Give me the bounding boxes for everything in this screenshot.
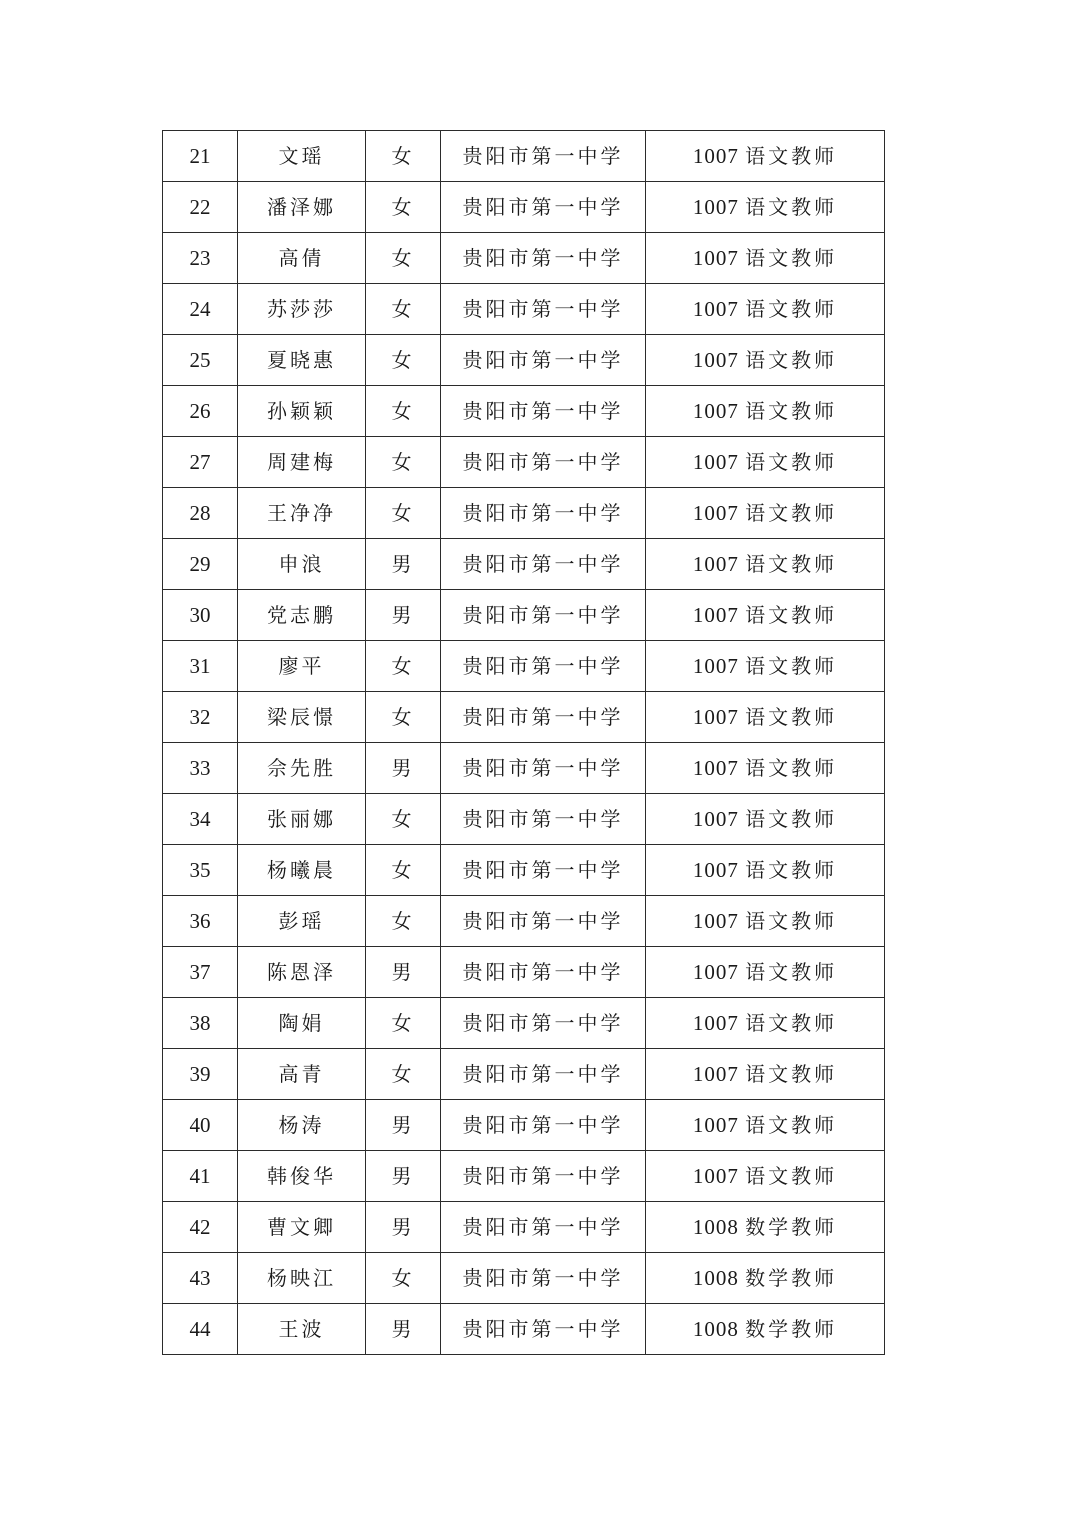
candidate-roster-table <box>162 130 885 1355</box>
table-row <box>163 845 885 896</box>
position-code: 1008 <box>692 1265 739 1290</box>
gender-cell: 男 <box>366 1304 441 1355</box>
table-row <box>163 539 885 590</box>
position-cell <box>646 1253 885 1304</box>
position-code: 1007 <box>692 347 739 372</box>
position-cell <box>646 641 885 692</box>
sequence-number-cell: 41 <box>163 1151 238 1202</box>
table-row <box>163 488 885 539</box>
table-row <box>163 1304 885 1355</box>
table-row <box>163 233 885 284</box>
position-code: 1007 <box>692 1061 739 1086</box>
school-cell: 贵阳市第一中学 <box>441 131 646 182</box>
table-row <box>163 896 885 947</box>
sequence-number-cell: 44 <box>163 1304 238 1355</box>
sequence-number-cell: 35 <box>163 845 238 896</box>
position-code: 1007 <box>692 143 739 168</box>
sequence-number-cell: 30 <box>163 590 238 641</box>
table-row <box>163 335 885 386</box>
sequence-number-cell: 26 <box>163 386 238 437</box>
position-code: 1007 <box>692 245 739 270</box>
position-code: 1007 <box>692 806 739 831</box>
gender-cell: 女 <box>366 641 441 692</box>
sequence-number-cell: 31 <box>163 641 238 692</box>
table-row <box>163 386 885 437</box>
position-code: 1007 <box>692 704 739 729</box>
position-code: 1007 <box>692 398 739 423</box>
sequence-number-cell: 37 <box>163 947 238 998</box>
position-cell <box>646 1151 885 1202</box>
position-cell <box>646 182 885 233</box>
school-cell: 贵阳市第一中学 <box>441 539 646 590</box>
position-cell <box>646 692 885 743</box>
gender-cell: 男 <box>366 1100 441 1151</box>
school-cell: 贵阳市第一中学 <box>441 896 646 947</box>
gender-cell: 男 <box>366 1151 441 1202</box>
sequence-number-cell: 29 <box>163 539 238 590</box>
table-row <box>163 1202 885 1253</box>
name-cell: 高青 <box>238 1049 366 1100</box>
school-cell: 贵阳市第一中学 <box>441 947 646 998</box>
name-cell: 申浪 <box>238 539 366 590</box>
table-row <box>163 1253 885 1304</box>
name-cell: 周建梅 <box>238 437 366 488</box>
position-code: 1007 <box>692 194 739 219</box>
position-title: 语文教师 <box>745 704 838 729</box>
position-cell <box>646 1049 885 1100</box>
position-title: 数学教师 <box>745 1265 838 1290</box>
position-code: 1007 <box>692 1112 739 1137</box>
school-cell: 贵阳市第一中学 <box>441 233 646 284</box>
school-cell: 贵阳市第一中学 <box>441 1202 646 1253</box>
gender-cell: 女 <box>366 845 441 896</box>
table-row <box>163 692 885 743</box>
position-code: 1007 <box>692 500 739 525</box>
name-cell: 廖平 <box>238 641 366 692</box>
position-cell <box>646 386 885 437</box>
name-cell: 张丽娜 <box>238 794 366 845</box>
table-row <box>163 998 885 1049</box>
school-cell: 贵阳市第一中学 <box>441 1100 646 1151</box>
gender-cell: 女 <box>366 437 441 488</box>
sequence-number-cell: 23 <box>163 233 238 284</box>
position-cell <box>646 335 885 386</box>
position-cell <box>646 743 885 794</box>
gender-cell: 女 <box>366 182 441 233</box>
name-cell: 王波 <box>238 1304 366 1355</box>
sequence-number-cell: 42 <box>163 1202 238 1253</box>
school-cell: 贵阳市第一中学 <box>441 641 646 692</box>
roster-table-body <box>163 131 885 1355</box>
school-cell: 贵阳市第一中学 <box>441 386 646 437</box>
gender-cell: 男 <box>366 743 441 794</box>
name-cell: 曹文卿 <box>238 1202 366 1253</box>
sequence-number-cell: 21 <box>163 131 238 182</box>
sequence-number-cell: 40 <box>163 1100 238 1151</box>
school-cell: 贵阳市第一中学 <box>441 1151 646 1202</box>
school-cell: 贵阳市第一中学 <box>441 437 646 488</box>
sequence-number-cell: 24 <box>163 284 238 335</box>
gender-cell: 女 <box>366 335 441 386</box>
gender-cell: 男 <box>366 1202 441 1253</box>
sequence-number-cell: 22 <box>163 182 238 233</box>
name-cell: 杨涛 <box>238 1100 366 1151</box>
position-title: 语文教师 <box>745 1061 838 1086</box>
position-title: 数学教师 <box>745 1214 838 1239</box>
position-cell <box>646 1100 885 1151</box>
school-cell: 贵阳市第一中学 <box>441 284 646 335</box>
name-cell: 文瑶 <box>238 131 366 182</box>
gender-cell: 男 <box>366 539 441 590</box>
position-title: 语文教师 <box>745 908 838 933</box>
position-title: 语文教师 <box>745 1163 838 1188</box>
name-cell: 韩俊华 <box>238 1151 366 1202</box>
school-cell: 贵阳市第一中学 <box>441 488 646 539</box>
position-title: 语文教师 <box>745 194 838 219</box>
position-title: 语文教师 <box>745 347 838 372</box>
position-title: 语文教师 <box>745 551 838 576</box>
position-cell <box>646 131 885 182</box>
gender-cell: 女 <box>366 386 441 437</box>
position-cell <box>646 284 885 335</box>
name-cell: 陶娟 <box>238 998 366 1049</box>
school-cell: 贵阳市第一中学 <box>441 1049 646 1100</box>
name-cell: 陈恩泽 <box>238 947 366 998</box>
position-cell <box>646 947 885 998</box>
sequence-number-cell: 36 <box>163 896 238 947</box>
position-title: 语文教师 <box>745 755 838 780</box>
position-title: 语文教师 <box>745 296 838 321</box>
position-code: 1007 <box>692 296 739 321</box>
position-code: 1007 <box>692 653 739 678</box>
name-cell: 梁辰憬 <box>238 692 366 743</box>
position-title: 语文教师 <box>745 143 838 168</box>
school-cell: 贵阳市第一中学 <box>441 182 646 233</box>
position-title: 语文教师 <box>745 602 838 627</box>
sequence-number-cell: 27 <box>163 437 238 488</box>
position-code: 1007 <box>692 1163 739 1188</box>
sequence-number-cell: 38 <box>163 998 238 1049</box>
position-code: 1007 <box>692 1010 739 1035</box>
gender-cell: 女 <box>366 794 441 845</box>
table-row <box>163 284 885 335</box>
position-title: 语文教师 <box>745 959 838 984</box>
position-cell <box>646 488 885 539</box>
sequence-number-cell: 39 <box>163 1049 238 1100</box>
table-row <box>163 743 885 794</box>
position-title: 语文教师 <box>745 500 838 525</box>
school-cell: 贵阳市第一中学 <box>441 1253 646 1304</box>
position-title: 数学教师 <box>745 1316 838 1341</box>
position-cell <box>646 1304 885 1355</box>
gender-cell: 女 <box>366 998 441 1049</box>
position-cell <box>646 998 885 1049</box>
school-cell: 贵阳市第一中学 <box>441 794 646 845</box>
name-cell: 党志鹏 <box>238 590 366 641</box>
position-code: 1007 <box>692 551 739 576</box>
position-title: 语文教师 <box>745 449 838 474</box>
position-code: 1007 <box>692 449 739 474</box>
table-row <box>163 641 885 692</box>
name-cell: 杨曦晨 <box>238 845 366 896</box>
gender-cell: 女 <box>366 284 441 335</box>
sequence-number-cell: 28 <box>163 488 238 539</box>
table-row <box>163 1100 885 1151</box>
table-row <box>163 131 885 182</box>
name-cell: 王净净 <box>238 488 366 539</box>
name-cell: 高倩 <box>238 233 366 284</box>
name-cell: 夏晓惠 <box>238 335 366 386</box>
table-row <box>163 947 885 998</box>
name-cell: 杨映江 <box>238 1253 366 1304</box>
table-row <box>163 182 885 233</box>
gender-cell: 女 <box>366 692 441 743</box>
gender-cell: 女 <box>366 131 441 182</box>
position-title: 语文教师 <box>745 1010 838 1035</box>
gender-cell: 女 <box>366 233 441 284</box>
position-title: 语文教师 <box>745 245 838 270</box>
gender-cell: 女 <box>366 488 441 539</box>
school-cell: 贵阳市第一中学 <box>441 998 646 1049</box>
gender-cell: 男 <box>366 590 441 641</box>
position-cell <box>646 896 885 947</box>
sequence-number-cell: 25 <box>163 335 238 386</box>
school-cell: 贵阳市第一中学 <box>441 335 646 386</box>
position-cell <box>646 539 885 590</box>
position-title: 语文教师 <box>745 806 838 831</box>
gender-cell: 男 <box>366 947 441 998</box>
position-title: 语文教师 <box>745 398 838 423</box>
school-cell: 贵阳市第一中学 <box>441 743 646 794</box>
name-cell: 彭瑶 <box>238 896 366 947</box>
position-code: 1007 <box>692 959 739 984</box>
school-cell: 贵阳市第一中学 <box>441 590 646 641</box>
position-cell <box>646 437 885 488</box>
gender-cell: 女 <box>366 1049 441 1100</box>
sequence-number-cell: 34 <box>163 794 238 845</box>
position-cell <box>646 794 885 845</box>
position-code: 1008 <box>692 1316 739 1341</box>
position-cell <box>646 233 885 284</box>
name-cell: 佘先胜 <box>238 743 366 794</box>
sequence-number-cell: 43 <box>163 1253 238 1304</box>
table-row <box>163 1049 885 1100</box>
position-title: 语文教师 <box>745 857 838 882</box>
position-cell <box>646 1202 885 1253</box>
school-cell: 贵阳市第一中学 <box>441 692 646 743</box>
table-row <box>163 437 885 488</box>
table-row <box>163 590 885 641</box>
gender-cell: 女 <box>366 1253 441 1304</box>
sequence-number-cell: 33 <box>163 743 238 794</box>
position-title: 语文教师 <box>745 653 838 678</box>
gender-cell: 女 <box>366 896 441 947</box>
position-cell <box>646 845 885 896</box>
position-title: 语文教师 <box>745 1112 838 1137</box>
name-cell: 孙颖颖 <box>238 386 366 437</box>
position-cell <box>646 590 885 641</box>
position-code: 1008 <box>692 1214 739 1239</box>
position-code: 1007 <box>692 602 739 627</box>
name-cell: 苏莎莎 <box>238 284 366 335</box>
table-row <box>163 1151 885 1202</box>
position-code: 1007 <box>692 908 739 933</box>
school-cell: 贵阳市第一中学 <box>441 1304 646 1355</box>
position-code: 1007 <box>692 755 739 780</box>
name-cell: 潘泽娜 <box>238 182 366 233</box>
table-row <box>163 794 885 845</box>
position-code: 1007 <box>692 857 739 882</box>
sequence-number-cell: 32 <box>163 692 238 743</box>
school-cell: 贵阳市第一中学 <box>441 845 646 896</box>
